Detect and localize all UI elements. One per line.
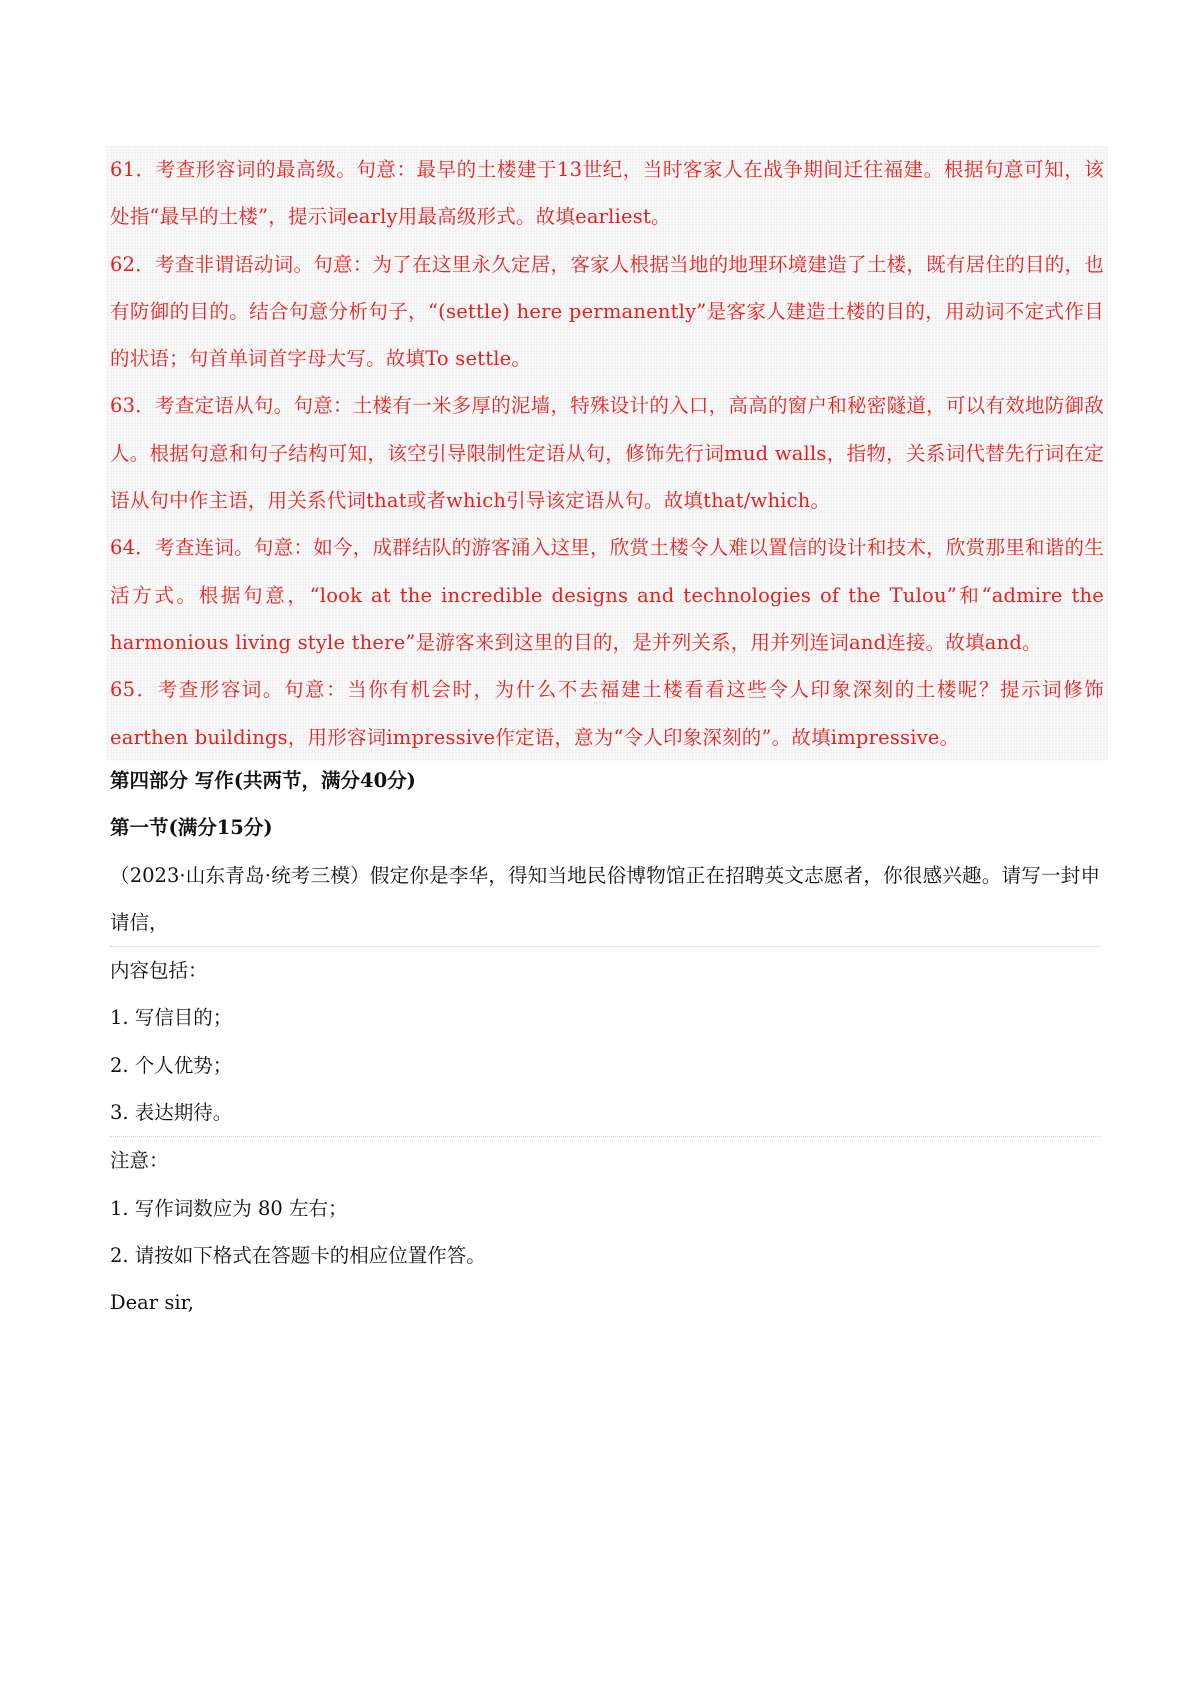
answer-65: 65．考查形容词。句意：当你有机会时，为什么不去福建土楼看看这些令人印象深刻的土楼呢？提示词修饰earthen buildings，用形容词impressive作定语，意为“令人印象深刻的”。故填impressive。: [110, 678, 1104, 749]
answer-explanations-block: [106, 146, 1108, 761]
subsection-title: 第一节(满分15分): [110, 816, 273, 840]
answer-62: 62．考查非谓语动词。句意：为了在这里永久定居，客家人根据当地的地理环境建造了土楼，既有居住的目的，也有防御的目的。结合句意分析句子，“(settle) here permanently”是客家人建造土楼的目的，用动词不定式作目的状语；句首单词首字母大写。故填To settle。: [110, 252, 1104, 371]
notes-item-2: 2. 请按如下格式在答题卡的相应位置作答。: [110, 1243, 486, 1267]
writing-prompt: （2023·山东青岛·统考三模）假定你是李华，得知当地民俗博物馆正在招聘英文志愿者，你很感兴趣。请写一封申请信，: [110, 863, 1100, 934]
part-title: 第四部分 写作(共两节，满分40分): [110, 769, 416, 792]
notes-label: 注意：: [110, 1149, 169, 1173]
notes-item-1: 1. 写作词数应为 80 左右；: [110, 1196, 348, 1220]
content-label: 内容包括：: [110, 959, 208, 983]
salutation: Dear sir,: [110, 1291, 194, 1315]
content-item-1: 1. 写信目的；: [110, 1006, 233, 1030]
content-item-2: 2. 个人优势；: [110, 1053, 233, 1077]
answer-64: 64．考查连词。句意：如今，成群结队的游客涌入这里，欣赏土楼令人难以置信的设计和技术，欣赏那里和谐的生活方式。根据句意，“look at the incredible designs and technologies of the Tulou”和“admire the harmonious living style there”是游客来到这里的目的，是并列关系，用并列连词and连接。故填and。: [110, 536, 1104, 654]
content-item-3: 3. 表达期待。: [110, 1101, 233, 1125]
answer-61: 61．考查形容词的最高级。句意：最早的土楼建于13世纪，当时客家人在战争期间迁往福建。根据句意可知，该处指“最早的土楼”，提示词early用最高级形式。故填earliest。: [110, 158, 1104, 229]
writing-section: [110, 757, 1100, 1327]
answer-63: 63．考查定语从句。句意：土楼有一米多厚的泥墙，特殊设计的入口，高高的窗户和秘密隧道，可以有效地防御敌人。根据句意和句子结构可知，该空引导限制性定语从句，修饰先行词mud walls，指物，关系词代替先行词在定语从句中作主语，用关系代词that或者which引导该定语从句。故填that/which。: [110, 394, 1104, 513]
